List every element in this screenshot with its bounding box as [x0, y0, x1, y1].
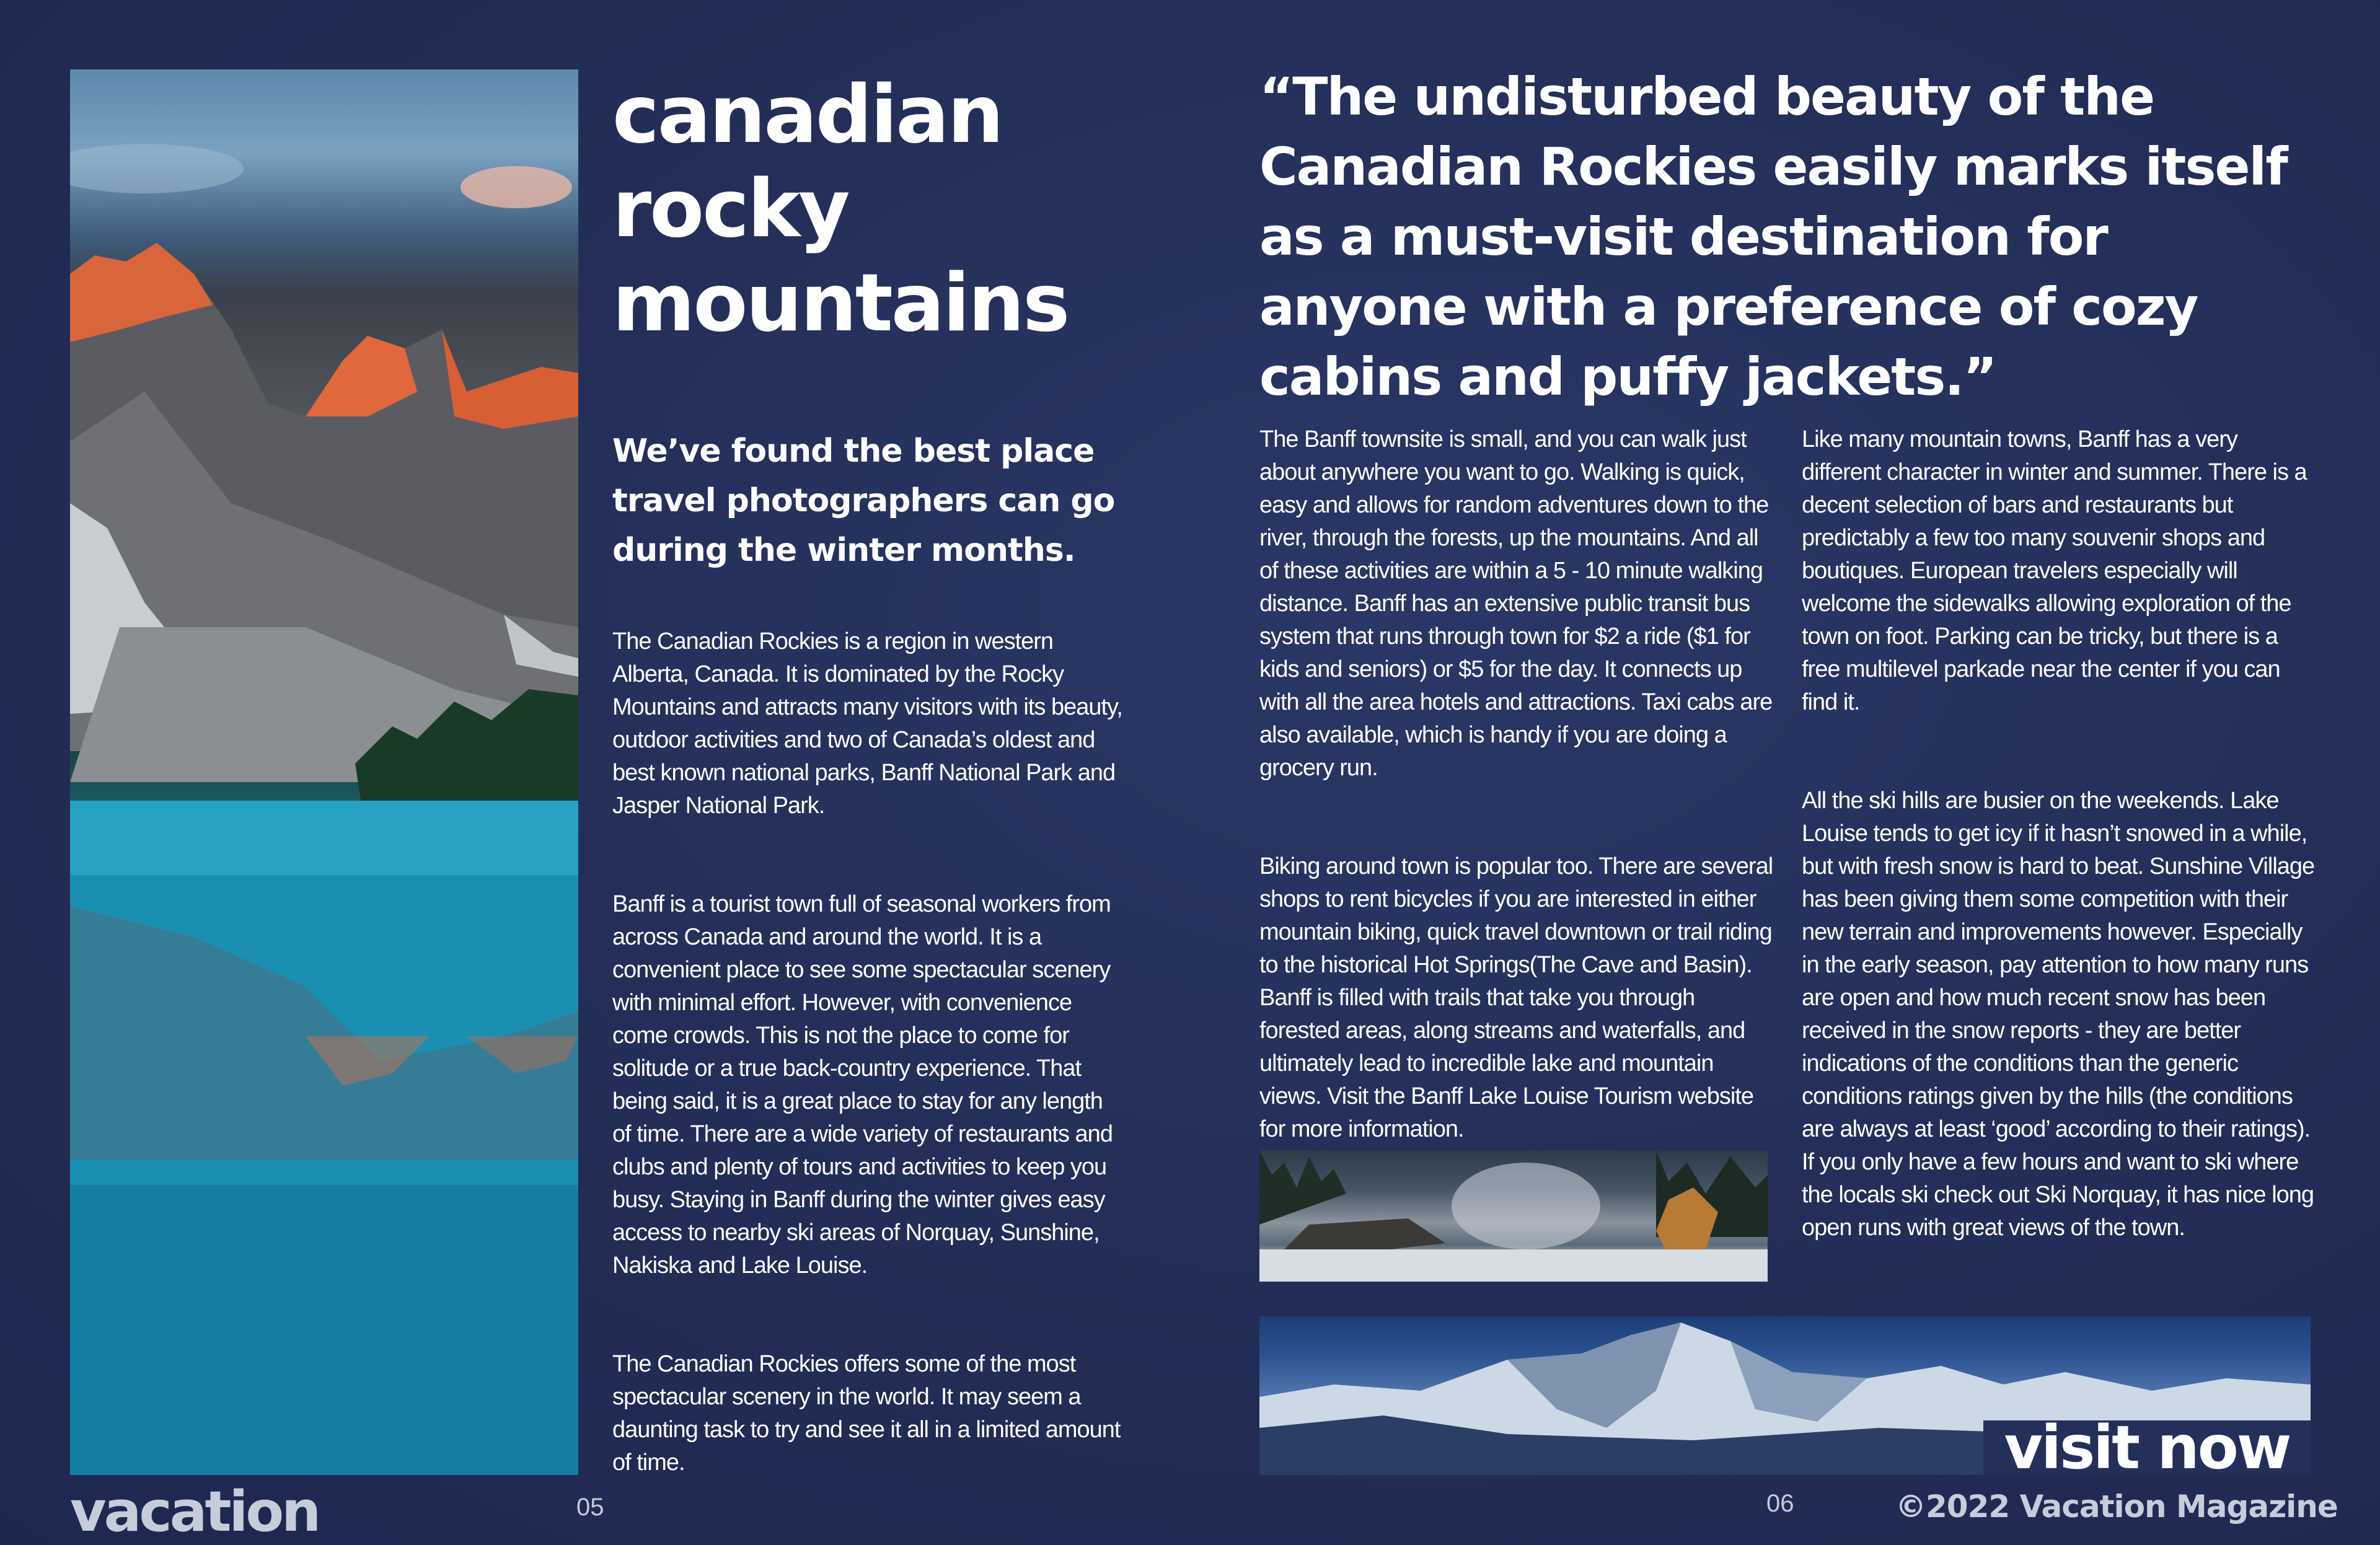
- river-photo-illustration: [1259, 1150, 1768, 1282]
- page-number-right: 06: [1766, 1490, 1794, 1517]
- pull-quote: “The undisturbed beauty of the Canadian Rockies easily marks itself as a must-visit destination for anyone with a preference of cozy cabins and puffy jackets.”: [1259, 66, 2287, 407]
- left-paragraph-2: Banff is a tourist town full of seasonal workers from across Canada and around the world. It is a convenient place to see some spectacular scenery with minimal effort. However, with convenience come crowds. This is not the place to come for solitude or a true back-country experience. That being said, it is a great place to stay for any length of time. There are a wide variety of restaurants and clubs and plenty of tours and activities to keep you busy. Staying in Banff during the winter gives easy access to nearby ski areas of Norquay, Sunshine, Nakiska and Lake Louise.: [612, 891, 1113, 1279]
- left-text-column: [612, 592, 1127, 1545]
- article-subtitle: We’ve found the best place travel photographers can go during the winter months.: [612, 433, 1115, 569]
- visit-now-button[interactable]: visit now: [1983, 1420, 2311, 1475]
- hero-photo-illustration: [70, 69, 578, 1475]
- page-number-left: 05: [576, 1494, 604, 1521]
- left-paragraph-3: The Canadian Rockies offers some of the most spectacular scenery in the world. It may seem a daunting task to try and see it all in a limited amount of time.: [612, 1351, 1121, 1476]
- magazine-logo: vacation: [70, 1479, 319, 1544]
- hero-mountain-lake-photo: [70, 69, 578, 1475]
- article-title: [612, 68, 1158, 351]
- copyright-notice: ©2022 Vacation Magazine: [1895, 1489, 2338, 1525]
- middle-paragraph-1: The Banff townsite is small, and you can walk just about anywhere you want to go. Walking is quick, easy and allows for random adventures down to the river, through the forests, up the mountains. And all of these activities are within a 5 - 10 minute walking distance. Banff has an extensive public transit bus system that runs through town for $2 a ride ($1 for kids and seniors) or $5 for the day. It connects up with all the area hotels and attractions. Taxi cabs are also available, which is handy if you are doing a grocery run.: [1259, 426, 1773, 781]
- title-line-3: mountains: [612, 257, 1069, 350]
- right-paragraph-1: Like many mountain towns, Banff has a very different character in winter and summer. There is a decent selection of bars and restaurants but predictably a few too many souvenir shops and boutiques. European travelers especially will welcome the sidewalks allowing exploration of the town on foot. Parking can be tricky, but there is a free multilevel parkade near the center if you can find it.: [1802, 426, 2307, 715]
- right-text-column: [1802, 390, 2316, 1310]
- river-forest-photo: [1259, 1150, 1768, 1282]
- title-line-1: canadian: [612, 69, 1002, 161]
- right-paragraph-2: All the ski hills are busier on the weekends. Lake Louise tends to get icy if it hasn’t snowed in a while, but with fresh snow is hard to beat. Sunshine Village has been giving them some competition with their new terrain and improvements however. Especially in the early season, pay attention to how many runs are open and how much recent snow has been received in the snow reports - they are better indications of the conditions than the generic conditions ratings given by the hills (the conditions are always at least ‘good’ according to their ratings). If you only have a few hours and want to ski where the locals ski check out Ski Norquay, it has nice long open runs with great views of the town.: [1802, 788, 2315, 1241]
- middle-paragraph-2: Biking around town is popular too. There are several shops to rent bicycles if you are interested in either mountain biking, quick travel downtown or trail riding to the historical Hot Springs(The Cave and Basin). Banff is filled with trails that take you through forested areas, along streams and waterfalls, and ultimately lead to incredible lake and mountain views. Visit the Banff Lake Louise Tourism website for more information.: [1259, 853, 1773, 1142]
- left-paragraph-1: The Canadian Rockies is a region in western Alberta, Canada. It is dominated by the Rocky Mountains and attracts many visitors with its beauty, outdoor activities and two of Canada’s oldest and best known national parks, Banff National Park and Jasper National Park.: [612, 628, 1122, 819]
- middle-text-column: [1259, 390, 1774, 1212]
- title-line-2: rocky: [612, 163, 848, 255]
